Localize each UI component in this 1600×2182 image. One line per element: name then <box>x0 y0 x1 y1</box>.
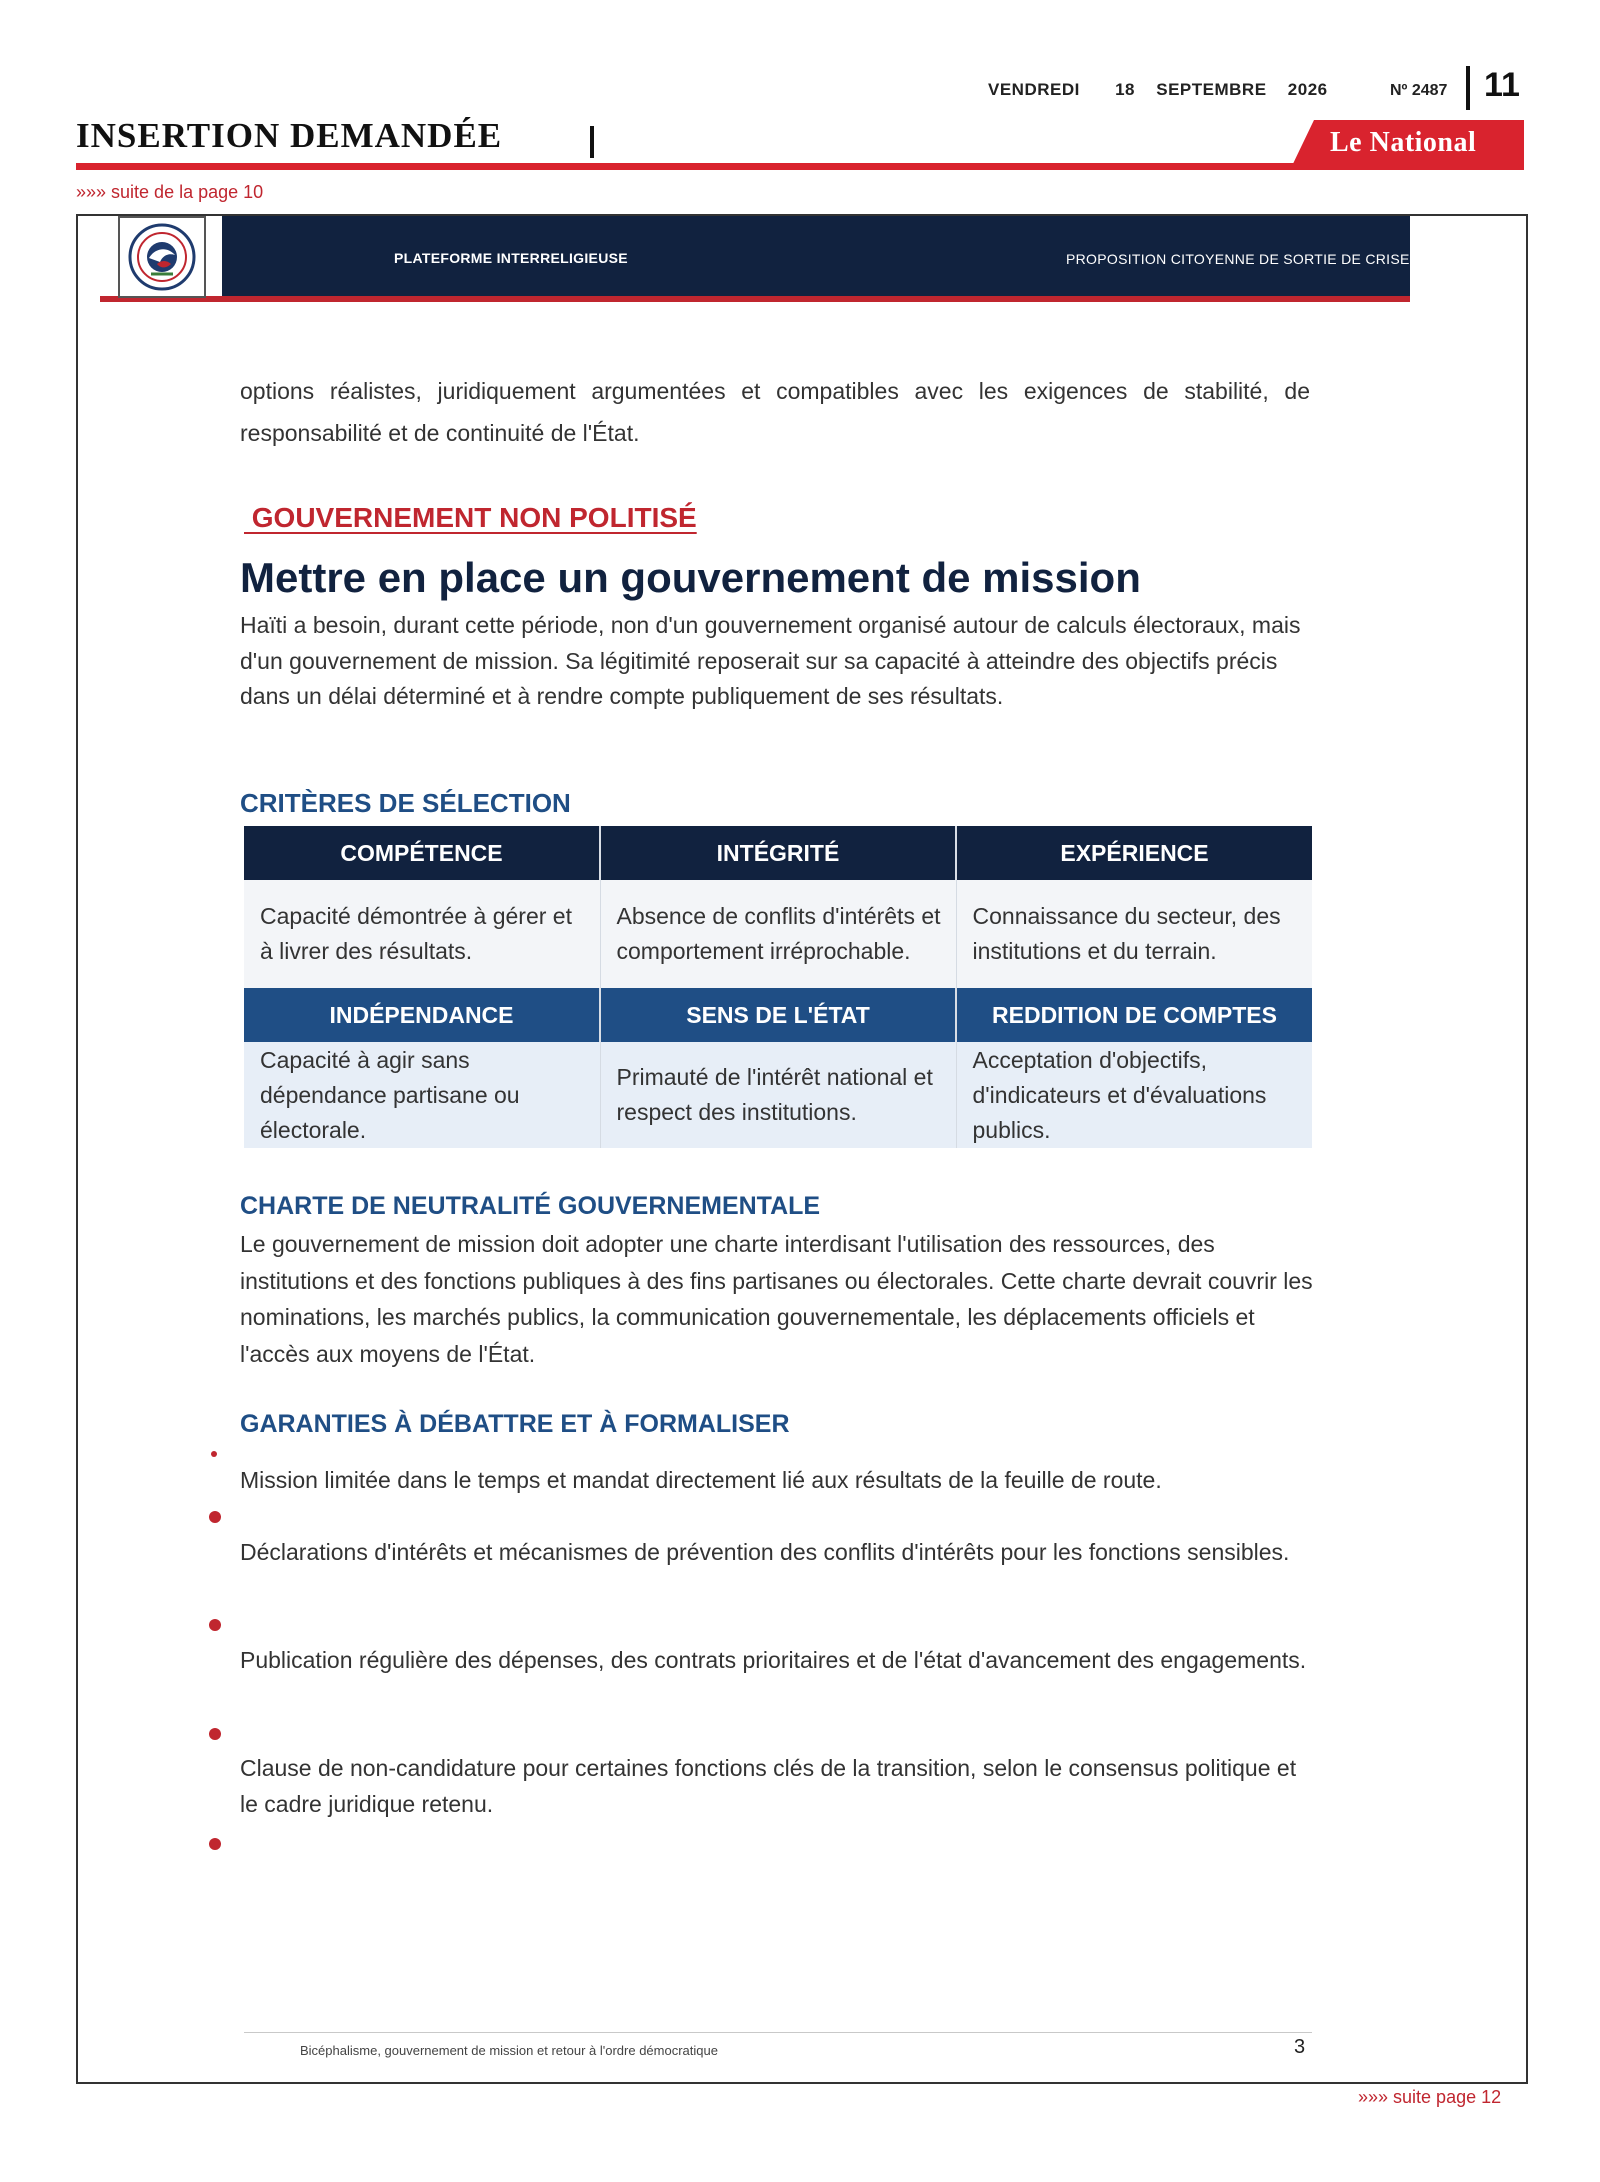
criteria-header: INTÉGRITÉ <box>600 826 956 880</box>
criteria-table <box>244 826 1312 1148</box>
criteria-header-row <box>244 826 1312 880</box>
criteria-row <box>244 880 1312 988</box>
issue-separator <box>1466 66 1470 110</box>
continued-from-link[interactable]: »»» suite de la page 10 <box>76 182 264 202</box>
criteria-header: SENS DE L'ÉTAT <box>600 988 956 1042</box>
footer-page-number: 3 <box>1294 2036 1306 2058</box>
interreligious-platform-seal-icon <box>118 216 206 298</box>
newspaper-brand: Le National <box>1330 127 1477 158</box>
criteria-header: EXPÉRIENCE <box>956 826 1312 880</box>
guarantees-heading: GARANTIES À DÉBATTRE ET À FORMALISER <box>240 1410 790 1438</box>
guarantee-item: Publication régulière des dépenses, des contrats prioritaires et de l'état d'avancement des engagements. <box>240 1647 1307 1673</box>
issue-number: Nº 2487 <box>1390 82 1448 99</box>
mission-paragraph: Haïti a besoin, durant cette période, non d'un gouvernement organisé autour de calculs électoraux, mais d'un gouvernement de mission. Sa légitimité reposerait sur sa capacité à atteindre des objectifs précis dans un délai déterminé et à rendre compte publiquement de ses résultats. <box>240 612 1301 709</box>
guarantee-item: Déclarations d'intérêts et mécanismes de prévention des conflits d'intérêts pour les fonctions sensibles. <box>240 1539 1290 1565</box>
footer-document-title: Bicéphalisme, gouvernement de mission et retour à l'ordre démocratique <box>300 2043 718 2058</box>
criteria-header: REDDITION DE COMPTES <box>956 988 1312 1042</box>
footer-rule <box>244 2032 1312 2033</box>
date-weekday: VENDREDI <box>988 80 1080 99</box>
criteria-cell: Acceptation d'objectifs, d'indicateurs et d'évaluations publics. <box>956 1042 1312 1148</box>
criteria-cell: Connaissance du secteur, des institutions et du terrain. <box>956 880 1312 988</box>
criteria-cell: Capacité démontrée à gérer et à livrer des résultats. <box>244 880 600 988</box>
criteria-header-row <box>244 988 1312 1042</box>
criteria-cell: Capacité à agir sans dépendance partisane ou électorale. <box>244 1042 600 1148</box>
guarantee-item: Mission limitée dans le temps et mandat directement lié aux résultats de la feuille de route. <box>240 1467 1162 1493</box>
bullet-dot <box>211 1451 217 1457</box>
date-day: 18 <box>1115 80 1136 99</box>
section-title: INSERTION DEMANDÉE <box>76 116 503 155</box>
criteria-header: COMPÉTENCE <box>244 826 600 880</box>
bullet-dot <box>209 1511 221 1523</box>
intro-paragraph: options réalistes, juridiquement argumentées et compatibles avec les exigences de stabilité, de responsabilité et de continuité de l'État. <box>240 378 1310 446</box>
proposal-label: PROPOSITION CITOYENNE DE SORTIE DE CRISE <box>1066 251 1410 267</box>
newspaper-page-number: 11 <box>1484 66 1520 104</box>
criteria-heading: CRITÈRES DE SÉLECTION <box>240 788 571 818</box>
charter-paragraph: Le gouvernement de mission doit adopter une charte interdisant l'utilisation des ressources, des institutions et des fonctions publiques à des fins partisanes ou électorales. Cette charte devrait couvrir les nominations, les marchés publics, la communication gouvernementale, les déplacements officiels et l'accès aux moyens de l'État. <box>240 1231 1313 1367</box>
criteria-row <box>244 1042 1312 1148</box>
charter-heading: CHARTE DE NEUTRALITÉ GOUVERNEMENTALE <box>240 1192 821 1220</box>
guarantee-item: Clause de non-candidature pour certaines fonctions clés de la transition, selon le consensus politique et le cadre juridique retenu. <box>240 1755 1297 1817</box>
criteria-cell: Absence de conflits d'intérêts et comportement irréprochable. <box>600 880 956 988</box>
continued-to-link[interactable]: »»» suite page 12 <box>1358 2087 1502 2107</box>
date-month: SEPTEMBRE <box>1156 80 1267 99</box>
title-divider <box>590 126 594 158</box>
masthead-rule <box>76 163 1524 170</box>
section-kicker: GOUVERNEMENT NON POLITISÉ <box>244 502 697 533</box>
criteria-header: INDÉPENDANCE <box>244 988 600 1042</box>
criteria-cell: Primauté de l'intérêt national et respect des institutions. <box>600 1042 956 1148</box>
article-heading: Mettre en place un gouvernement de mission <box>240 554 1141 601</box>
issue-date <box>988 80 1328 100</box>
platform-label: PLATEFORME INTERRELIGIEUSE <box>394 250 628 266</box>
insert-header-red-line <box>222 296 1410 302</box>
bullet-dot <box>209 1619 221 1631</box>
date-year: 2026 <box>1287 80 1328 99</box>
bullet-dot <box>209 1728 221 1740</box>
bullet-dot <box>209 1838 221 1850</box>
